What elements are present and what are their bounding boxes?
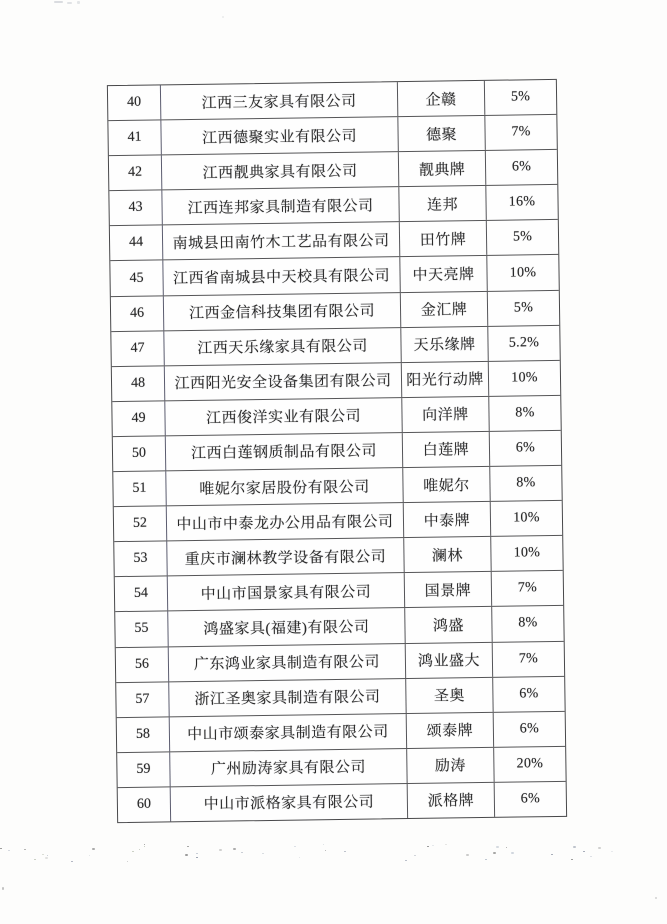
scan-noise-dot xyxy=(496,846,499,848)
percentage-cell: 5% xyxy=(513,299,534,316)
row-number-cell: 57 xyxy=(116,682,169,717)
scan-noise-dot xyxy=(187,846,189,847)
scan-noise-dot xyxy=(427,846,429,847)
row-number-cell: 53 xyxy=(114,542,167,577)
percentage-cell: 5% xyxy=(512,229,533,245)
company-name-cell: 江西金信科技集团有限公司 xyxy=(164,293,401,330)
brand-name-cell: 田竹牌 xyxy=(400,221,487,256)
brand-name-cell: 靓典牌 xyxy=(399,151,486,186)
percentage-cell: 6% xyxy=(515,440,536,456)
scan-noise-dot xyxy=(132,851,134,852)
brand-name-cell: 金汇牌 xyxy=(401,291,488,326)
scan-artifact xyxy=(54,1,63,3)
table-row xyxy=(118,782,566,822)
percentage-cell: 6% xyxy=(519,685,539,702)
scan-noise-dot xyxy=(573,846,576,848)
brand-name-cell: 中天亮牌 xyxy=(400,256,487,291)
scan-noise-dot xyxy=(139,849,140,850)
scan-noise-dot xyxy=(598,847,601,849)
scan-noise-dot xyxy=(24,849,26,850)
brand-name-cell: 派格牌 xyxy=(408,783,495,818)
scan-noise-dot xyxy=(445,844,447,845)
company-name-cell: 江西三友家具有限公司 xyxy=(161,82,398,119)
scan-noise-dot xyxy=(583,851,585,852)
scan-noise-dot xyxy=(8,850,10,851)
brand-name-cell: 连邦 xyxy=(399,186,486,221)
percentage-cell: 6% xyxy=(519,720,540,737)
row-number-cell: 44 xyxy=(110,226,163,261)
scan-noise-dot xyxy=(571,859,573,860)
row-number-cell: 47 xyxy=(111,331,164,366)
row-number-cell: 48 xyxy=(112,366,165,401)
company-name-cell: 中山市国景家具有限公司 xyxy=(168,573,405,610)
percentage-cell: 6% xyxy=(511,159,532,175)
scan-noise-dot xyxy=(344,851,346,852)
scan-noise-dot xyxy=(485,859,487,860)
row-number-cell: 41 xyxy=(108,121,161,156)
percentage-cell: 8% xyxy=(516,475,536,491)
scan-noise-dot xyxy=(511,852,514,854)
row-number-cell: 43 xyxy=(109,191,162,226)
percentage-cell: 10% xyxy=(511,369,538,386)
row-number-cell: 54 xyxy=(115,577,168,612)
brand-name-cell: 澜林 xyxy=(404,537,491,572)
scan-noise-dot xyxy=(144,844,145,845)
scan-noise-dot xyxy=(551,854,553,855)
company-name-cell: 江西省南城县中天校具有限公司 xyxy=(163,258,400,295)
row-number-cell: 51 xyxy=(113,471,166,506)
brand-name-cell: 鸿盛 xyxy=(405,607,492,642)
brand-name-cell: 白莲牌 xyxy=(403,432,490,467)
brand-name-cell: 天乐缘牌 xyxy=(401,327,488,362)
brand-name-cell: 唯妮尔 xyxy=(403,467,490,502)
brand-name-cell: 圣奥 xyxy=(406,677,493,712)
row-number-cell: 49 xyxy=(112,401,165,436)
scan-noise-dot xyxy=(506,847,507,848)
brand-name-cell: 励涛 xyxy=(407,748,494,783)
company-name-cell: 江西德聚实业有限公司 xyxy=(161,117,398,154)
scan-noise-dot xyxy=(405,860,407,861)
brand-name-cell: 颂泰牌 xyxy=(407,713,494,748)
scan-noise-dot xyxy=(42,854,44,855)
percentage-cell: 20% xyxy=(516,755,544,772)
company-name-cell: 浙江圣奥家具制造有限公司 xyxy=(169,679,406,716)
company-name-cell: 鸿盛家具(福建)有限公司 xyxy=(168,608,405,645)
row-number-cell: 58 xyxy=(117,717,170,752)
brand-name-cell: 德聚 xyxy=(398,116,485,151)
scan-artifact xyxy=(77,1,80,4)
scan-noise-dot xyxy=(432,845,434,846)
brand-ratio-table xyxy=(107,79,567,823)
scan-artifact xyxy=(655,897,657,899)
company-name-cell: 江西阳光安全设备集团有限公司 xyxy=(165,363,402,400)
company-name-cell: 江西靓典家具有限公司 xyxy=(162,152,399,189)
percentage-cell: 5.2% xyxy=(508,334,540,351)
company-name-cell: 重庆市澜林教学设备有限公司 xyxy=(167,538,404,575)
row-number-cell: 45 xyxy=(110,261,163,296)
scan-noise-dot xyxy=(45,857,48,859)
row-number-cell: 59 xyxy=(117,752,170,787)
scan-noise-dot xyxy=(323,844,324,845)
scan-noise-dot xyxy=(185,854,188,856)
row-number-cell: 46 xyxy=(111,296,164,331)
scan-noise-dot xyxy=(144,846,145,847)
scan-noise-dot xyxy=(466,854,469,856)
scan-noise-dot xyxy=(590,856,592,857)
percentage-cell: 10% xyxy=(513,510,540,526)
brand-name-cell: 企赣 xyxy=(398,81,485,116)
scan-noise-dot xyxy=(196,857,198,858)
row-number-cell: 56 xyxy=(116,647,169,682)
row-number-cell: 50 xyxy=(113,436,166,471)
scan-noise-dot xyxy=(233,848,236,850)
company-name-cell: 江西天乐缘家具有限公司 xyxy=(164,328,401,365)
scan-artifact xyxy=(222,16,224,18)
percentage-cell: 6% xyxy=(520,791,541,807)
scan-noise-dot xyxy=(0,848,2,849)
scan-artifact xyxy=(2,887,4,890)
company-name-cell: 江西俊洋实业有限公司 xyxy=(165,398,402,435)
scan-noise-dot xyxy=(294,846,296,847)
company-name-cell: 江西连邦家具制造有限公司 xyxy=(162,187,399,224)
percentage-cell: 10% xyxy=(509,264,537,281)
scan-noise-dot xyxy=(47,855,48,856)
scan-noise-band xyxy=(0,843,667,869)
scan-artifact xyxy=(67,2,72,4)
scan-noise-dot xyxy=(219,849,222,851)
row-number-cell: 40 xyxy=(108,85,161,120)
brand-name-cell: 向洋牌 xyxy=(402,397,489,432)
scan-noise-dot xyxy=(127,861,128,862)
row-number-cell: 55 xyxy=(115,612,168,647)
company-name-cell: 南城县田南竹木工艺品有限公司 xyxy=(163,222,400,259)
company-name-cell: 中山市颂泰家具制造有限公司 xyxy=(170,714,407,751)
company-name-cell: 广州励涛家具有限公司 xyxy=(170,749,407,786)
percentage-cell: 7% xyxy=(511,124,531,140)
percentage-cell: 8% xyxy=(518,615,538,631)
percentage-cell: 10% xyxy=(513,545,541,561)
scan-noise-dot xyxy=(414,855,416,856)
scan-noise-dot xyxy=(493,852,496,854)
percentage-cell: 16% xyxy=(508,194,536,210)
brand-name-cell: 鸿业盛大 xyxy=(406,642,493,677)
company-name-cell: 唯妮尔家居股份有限公司 xyxy=(166,468,403,505)
percentage-cell: 7% xyxy=(518,650,539,667)
company-name-cell: 江西白莲钢质制品有限公司 xyxy=(166,433,403,470)
company-name-cell: 中山市中泰龙办公用品有限公司 xyxy=(167,503,404,540)
brand-name-cell: 中泰牌 xyxy=(404,502,491,537)
scan-noise-dot xyxy=(325,850,326,851)
company-name-cell: 中山市派格家具有限公司 xyxy=(171,784,408,821)
percentage-cell: 8% xyxy=(515,405,535,421)
scan-noise-dot xyxy=(611,851,613,852)
company-name-cell: 广东鸿业家具制造有限公司 xyxy=(169,644,406,681)
brand-name-cell: 阳光行动牌 xyxy=(402,362,489,397)
row-number-cell: 52 xyxy=(114,507,167,542)
percentage-cell: 5% xyxy=(510,89,531,105)
scan-noise-dot xyxy=(262,853,264,854)
percentage-cell: 7% xyxy=(517,580,538,596)
scan-noise-dot xyxy=(241,852,243,853)
scan-noise-dot xyxy=(196,853,198,854)
scan-noise-dot xyxy=(92,848,95,850)
brand-name-cell: 国景牌 xyxy=(405,572,492,607)
scan-noise-dot xyxy=(34,859,36,860)
row-number-cell: 42 xyxy=(109,156,162,191)
scan-noise-dot xyxy=(299,857,300,858)
row-number-cell: 60 xyxy=(118,787,171,822)
scan-noise-dot xyxy=(71,861,73,862)
scan-noise-dot xyxy=(89,855,90,856)
